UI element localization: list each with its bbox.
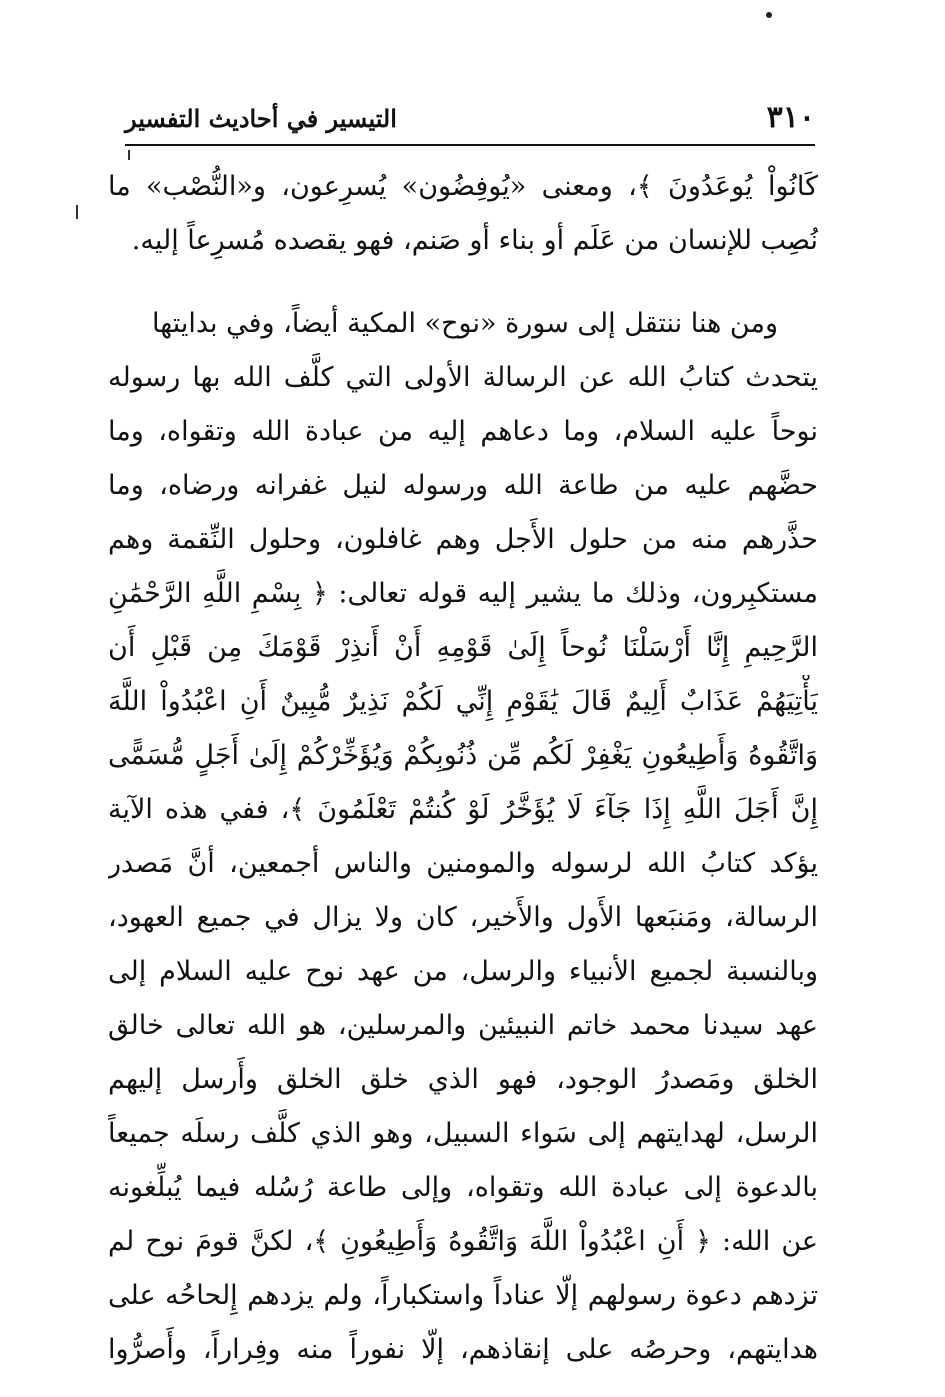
paragraph-main — [108, 297, 818, 1377]
quran-verse-line: وَاتَّقُوهُ وَأَطِيعُونِ يَغْفِرْ لَكُم مِّن ذُنُوبِكُمْ وَيُؤَخِّرْكُمْ إِلَىٰ أَجَلٍ مُّسَمًّى — [108, 740, 818, 771]
text-line: يتحدث كتابُ الله عن الرسالة الأولى التي كلَّف الله بها رسوله — [108, 362, 818, 393]
text-line: ومن هنا ننتقل إلى سورة «نوح» المكية أيضاً، وفي بدايتها — [152, 308, 778, 339]
text-line: نُصِب للإنسان من عَلَم أو بناء أو صَنم، فهو يقصده مُسرِعاً إليه. — [131, 225, 818, 256]
page-number: ٣١٠ — [766, 100, 815, 135]
text-line: بالدعوة إلى عبادة الله وتقواه، وإلى طاعة رُسُله فيما يُبلِّغونه — [108, 1172, 818, 1203]
text-line: يؤكد كتابُ الله لرسوله والمومنين والناس أجمعين، أنَّ مَصدر — [108, 848, 818, 879]
text-line: الرسالة، ومَنبَعها الأَول والأَخير، كان ولا يزال في جميع العهود، — [108, 902, 818, 933]
quran-verse-line: الرَّحِيمِ إِنَّا أَرْسَلْنَا نُوحاً إِلَىٰ قَوْمِهِ أَنْ أَنذِرْ قَوْمَكَ مِن قَبْلِ أَن — [108, 632, 818, 663]
text-line: وبالنسبة لجميع الأنبياء والرسل، من عهد نوح عليه السلام إلى — [108, 956, 818, 987]
text-line: كَانُواْ يُوعَدُونَ ﴾، ومعنى «يُوفِضُون» يُسرِعون، و«النُّصْب» ما — [108, 171, 818, 202]
text-line: هدايتهم، وحرصُه على إنقاذهم، إلّا نفوراً منه وفِراراً، وأَصرُّوا — [108, 1334, 818, 1365]
quran-verse-line: يَأْتِيَهُمْ عَذَابٌ أَلِيمٌ قَالَ يَٰقَوْمِ إِنِّي لَكُمْ نَذِيرٌ مُّبِينٌ أَنِ اعْبُدُواْ اللَّهَ — [108, 686, 818, 717]
margin-mark — [128, 150, 130, 160]
text-line: تزدهم دعوة رسولهم إلّا عناداً واستكباراً، ولم يزدهم إِلحاحُه على — [108, 1280, 818, 1311]
page-header — [125, 98, 815, 146]
text-line: عهد سيدنا محمد خاتم النبيئين والمرسلين، هو الله تعالى خالق — [108, 1010, 818, 1041]
paragraph-continuation — [108, 160, 818, 268]
text-line: إِنَّ أَجَلَ اللَّهِ إِذَا جَآءَ لَا يُؤَخَّرُ لَوْ كُنتُمْ تَعْلَمُونَ ﴾، ففي هذه الآية — [108, 794, 818, 825]
running-title: التيسير في أحاديث التفسير — [125, 104, 397, 133]
text-line: الرسل، لهدايتهم إلى سَواء السبيل، وهو الذي كلَّف رسلَه جميعاً — [108, 1118, 818, 1149]
text-line: عن الله: ﴿ أَنِ اعْبُدُواْ اللَّهَ وَاتَّقُوهُ وَأَطِيعُونِ ﴾، لكنَّ قومَ نوح لم — [108, 1226, 818, 1257]
corner-dot — [766, 12, 772, 18]
text-line: حذَّرهم منه من حلول الأَجل وهم غافلون، وحلول النِّقمة وهم — [108, 524, 818, 555]
margin-mark — [76, 205, 78, 219]
text-line: مستكبِرون، وذلك ما يشير إليه قوله تعالى: ﴿ بِسْمِ اللَّهِ الرَّحْمَٰنِ — [108, 578, 818, 609]
text-line: الخلق ومَصدرُ الوجود، فهو الذي خلق الخلق وأَرسل إليهم — [108, 1064, 818, 1095]
text-line: حضَّهم عليه من طاعة الله ورسوله لنيل غفرانه ورضاه، وما — [108, 470, 818, 501]
text-line: نوحاً عليه السلام، وما دعاهم إليه من عبادة الله وتقواه، وما — [108, 416, 818, 447]
